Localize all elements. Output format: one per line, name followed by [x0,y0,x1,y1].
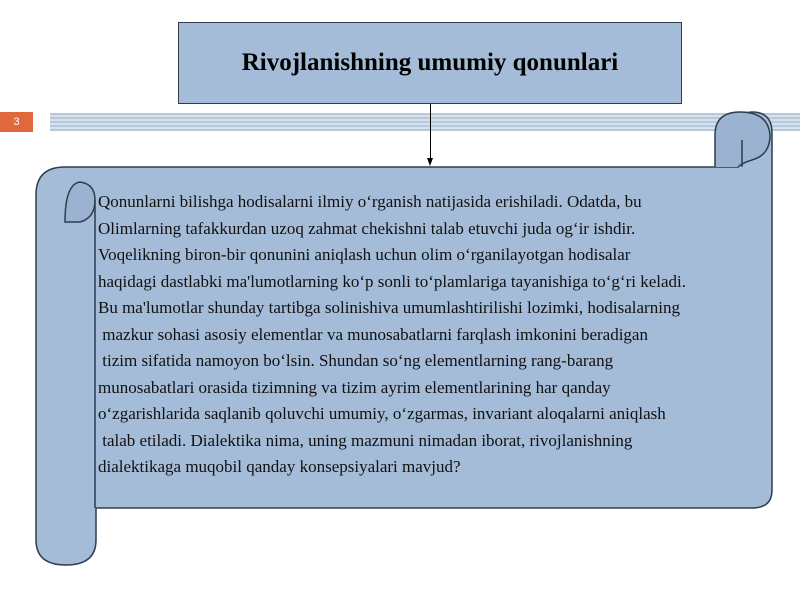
paragraph-line: haqidagi dastlabki ma'lumotlarning ko‘p sonli to‘plamlariga tayanishiga to‘g‘ri keladi. [98,271,687,291]
body-paragraph [98,189,798,481]
paragraph-line: mazkur sohasi asosiy elementlar va munosabatlarni farqlash imkonini beradigan [98,324,648,344]
paragraph-line: munosabatlari orasida tizimning va tizim ayrim elementlarining har qanday [98,377,611,397]
paragraph-line: Voqelikning biron-bir qonunini aniqlash uchun olim o‘rganilayotgan hodisalar [98,245,631,264]
slide-title: Rivojlanishning umumiy qonunlari [241,49,619,76]
paragraph-line: Bu ma'lumotlar shunday tartibga solinishiva umumlashtirilishi lozimki, hodisalarning [98,298,680,317]
connector-arrowhead [427,158,433,166]
title-connector-line [430,104,431,162]
slide-number: 3 [0,112,33,132]
paragraph-line: dialektikaga muqobil qanday konsepsiyalari mavjud? [98,457,461,476]
paragraph-line: Olimlarning tafakkurdan uzoq zahmat chekishni talab etuvchi juda og‘ir ishdir. [98,218,636,238]
paragraph-line: talab etiladi. Dialektika nima, uning mazmuni nimadan iborat, rivojlanishning [98,430,633,450]
paragraph-line: Qonunlarni bilishga hodisalarni ilmiy o‘rganish natijasida erishiladi. Odatda, bu [98,192,642,211]
title-box [178,22,682,104]
paragraph-line: o‘zgarishlarida saqlanib qoluvchi umumiy, o‘zgarmas, invariant aloqalarni aniqlash [98,404,666,423]
paragraph-line: tizim sifatida namoyon bo‘lsin. Shundan so‘ng elementlarning rang-barang [98,351,614,370]
